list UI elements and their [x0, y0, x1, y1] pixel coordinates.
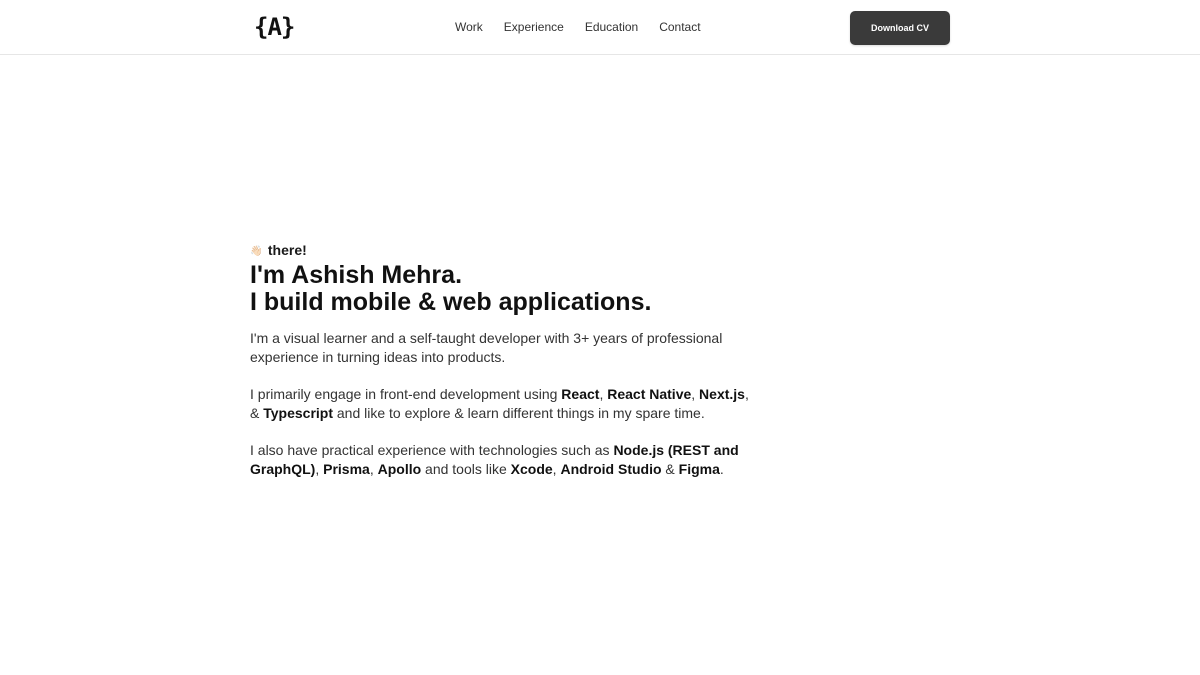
tool-android-studio: Android Studio [560, 461, 662, 477]
nav-item-work[interactable]: Work [455, 20, 483, 34]
frontend-paragraph [250, 385, 750, 423]
site-logo[interactable]: {A} [254, 13, 295, 41]
skill-react-native: React Native [607, 386, 692, 402]
headline-tagline: I build mobile & web applications. [250, 288, 652, 316]
hero-section [250, 240, 770, 479]
text-segment: . [719, 461, 724, 477]
text-segment: and tools like [421, 461, 511, 477]
text-segment: , [691, 386, 700, 402]
text-segment: I primarily engage in front-end development using [250, 386, 562, 402]
skill-apollo: Apollo [377, 461, 422, 477]
nav-item-education[interactable]: Education [584, 20, 639, 34]
intro-paragraph: I'm a visual learner and a self-taught developer with 3+ years of professional experience in turning ideas into products. [250, 330, 723, 365]
text-segment: and like to explore & learn different things in my spare time. [333, 405, 705, 421]
skill-nextjs: Next.js [699, 386, 745, 402]
skill-react: React [561, 386, 600, 402]
text-segment: , [599, 386, 608, 402]
skill-nodejs: Node.js (REST and GraphQL) [250, 442, 739, 477]
tool-figma: Figma [678, 461, 720, 477]
nav-item-contact[interactable]: Contact [659, 20, 701, 34]
skill-prisma: Prisma [323, 461, 370, 477]
nav-item-experience[interactable]: Experience [503, 20, 564, 34]
greeting-text: there! [267, 242, 307, 258]
backend-paragraph [250, 441, 750, 479]
greeting [250, 240, 770, 262]
waving-hand-icon: 👋🏻 [250, 246, 263, 257]
main-nav [455, 19, 701, 35]
page-title [250, 262, 770, 316]
headline-name: I'm Ashish Mehra. [250, 261, 463, 289]
text-segment: & [661, 461, 679, 477]
download-cv-button[interactable]: Download CV [850, 11, 950, 45]
tool-xcode: Xcode [510, 461, 553, 477]
text-segment: , [552, 461, 561, 477]
skill-typescript: Typescript [263, 405, 333, 421]
text-segment: I also have practical experience with technologies such as [250, 442, 614, 458]
text-segment: , [315, 461, 324, 477]
site-header [0, 0, 1200, 55]
text-segment: , & [250, 386, 749, 421]
text-segment: , [369, 461, 378, 477]
